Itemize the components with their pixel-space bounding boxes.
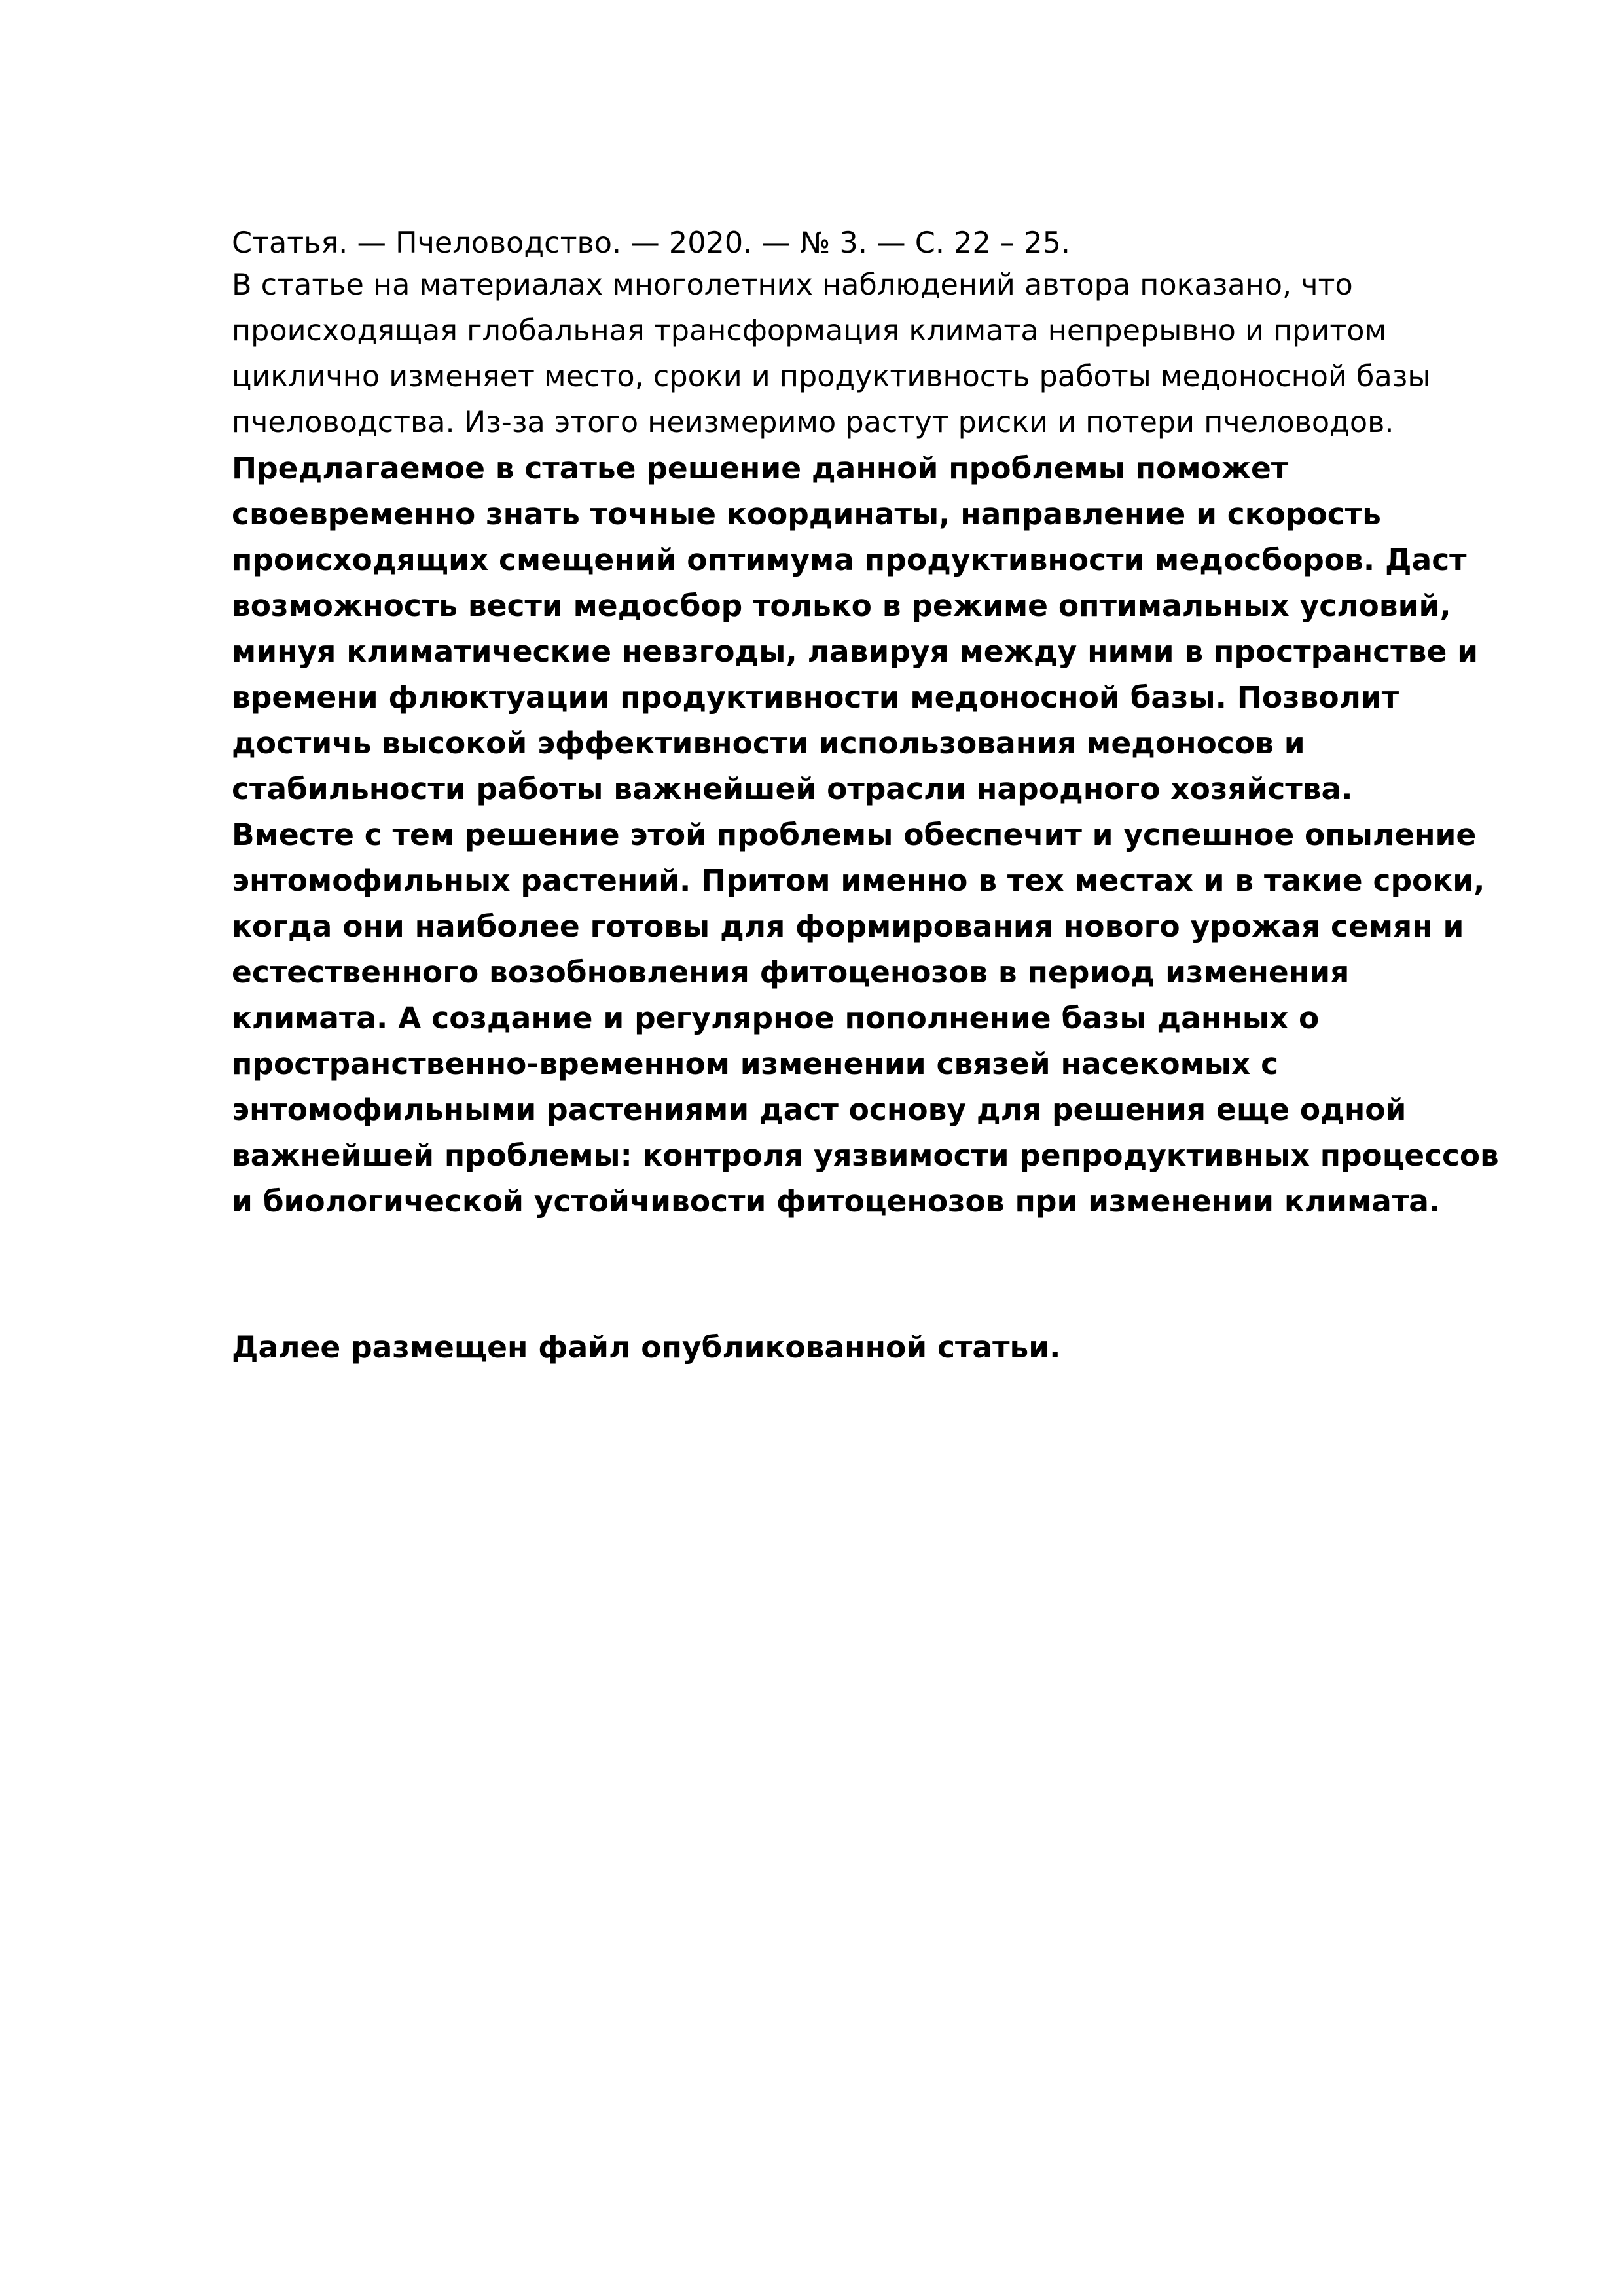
emphasis-line: минуя климатические невзгоды, лавируя между ними в пространстве и <box>232 634 1479 669</box>
emphasis-line: своевременно знать точные координаты, направление и скорость <box>232 497 1381 531</box>
emphasis-line: когда они наиболее готовы для формирования нового урожая семян и <box>232 909 1464 944</box>
emphasis-line: и биологической устойчивости фитоценозов при изменении климата. <box>232 1184 1441 1219</box>
abstract-line: циклично изменяет место, сроки и продуктивность работы медоносной базы <box>232 360 1431 393</box>
emphasis-line: важнейшей проблемы: контроля уязвимости репродуктивных процессов <box>232 1138 1499 1173</box>
emphasis-line: пространственно-временном изменении связей насекомых с <box>232 1047 1279 1081</box>
emphasis-line: происходящих смещений оптимума продуктивности медосборов. Даст <box>232 543 1467 577</box>
emphasis-line: достичь высокой эффективности использования медоносов и <box>232 726 1305 761</box>
emphasis-line: стабильности работы важнейшей отрасли народного хозяйства. <box>232 772 1353 806</box>
abstract-line: В статье на материалах многолетних наблюдений автора показано, что <box>232 268 1353 302</box>
emphasis-line: энтомофильными растениями даст основу для решения еще одной <box>232 1092 1407 1127</box>
footer-note: Далее размещен файл опубликованной статьи. <box>232 1330 1061 1365</box>
emphasis-line: времени флюктуации продуктивности медоносной базы. Позволит <box>232 680 1399 715</box>
abstract-line: происходящая глобальная трансформация климата непрерывно и притом <box>232 314 1387 348</box>
emphasis-line: климата. А создание и регулярное пополнение базы данных о <box>232 1001 1320 1035</box>
emphasis-line: возможность вести медосбор только в режиме оптимальных условий, <box>232 588 1451 623</box>
emphasis-line: энтомофильных растений. Притом именно в тех местах и в такие сроки, <box>232 863 1485 898</box>
emphasis-line: Вместе с тем решение этой проблемы обеспечит и успешное опыление <box>232 817 1477 852</box>
emphasis-line: Предлагаемое в статье решение данной проблемы поможет <box>232 451 1289 486</box>
emphasis-line: естественного возобновления фитоценозов в период изменения <box>232 955 1350 990</box>
abstract-line: пчеловодства. Из-за этого неизмеримо растут риски и потери пчеловодов. <box>232 406 1394 439</box>
citation-line: Статья. — Пчеловодство. — 2020. — № 3. — С. 22 – 25. <box>232 226 1071 260</box>
